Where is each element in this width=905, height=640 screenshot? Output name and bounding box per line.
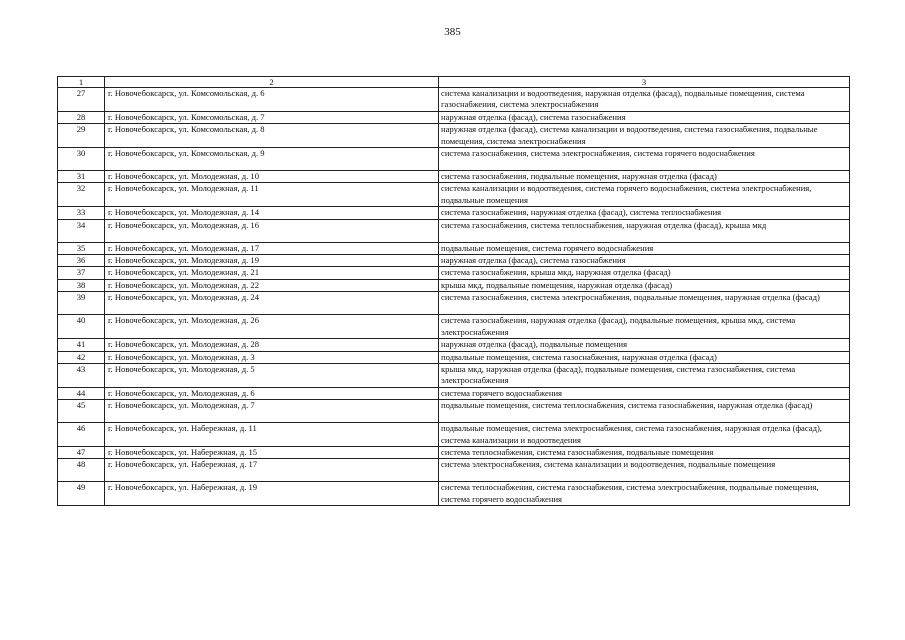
- row-systems: подвальные помещения, система теплоснабжения, система газоснабжения, наружная отделка (фасад): [439, 400, 850, 423]
- row-address: г. Новочебоксарск, ул. Молодежная, д. 21: [105, 267, 439, 279]
- table-row: [58, 315, 850, 339]
- row-systems: крыша мкд, наружная отделка (фасад), подвальные помещения, система газоснабжения, система электроснабжения: [439, 363, 850, 387]
- table-row: [58, 219, 850, 242]
- row-number: 43: [58, 363, 105, 387]
- row-number: 38: [58, 279, 105, 291]
- row-systems: система электроснабжения, система канализации и водоотведения, подвальные помещения: [439, 459, 850, 482]
- row-address: г. Новочебоксарск, ул. Комсомольская, д. 8: [105, 124, 439, 148]
- table-row: [58, 482, 850, 506]
- row-number: 42: [58, 351, 105, 363]
- row-number: 35: [58, 242, 105, 254]
- row-systems: подвальные помещения, система горячего водоснабжения: [439, 242, 850, 254]
- row-address: г. Новочебоксарск, ул. Набережная, д. 17: [105, 459, 439, 482]
- row-systems: наружная отделка (фасад), система газоснабжения: [439, 255, 850, 267]
- table-row: [58, 459, 850, 482]
- row-address: г. Новочебоксарск, ул. Молодежная, д. 26: [105, 315, 439, 339]
- row-address: г. Новочебоксарск, ул. Молодежная, д. 14: [105, 207, 439, 219]
- row-systems: система газоснабжения, система электроснабжения, система горячего водоснабжения: [439, 148, 850, 171]
- row-address: г. Новочебоксарск, ул. Набережная, д. 19: [105, 482, 439, 506]
- table-row: [58, 171, 850, 183]
- row-systems: наружная отделка (фасад), система канализации и водоотведения, система газоснабжения, подвальные помещения, система электроснабжения: [439, 124, 850, 148]
- row-systems: наружная отделка (фасад), система газоснабжения: [439, 111, 850, 123]
- table-row: [58, 183, 850, 207]
- row-number: 40: [58, 315, 105, 339]
- table-row: [58, 207, 850, 219]
- row-systems: система горячего водоснабжения: [439, 387, 850, 399]
- row-address: г. Новочебоксарск, ул. Молодежная, д. 24: [105, 292, 439, 315]
- row-systems: крыша мкд, подвальные помещения, наружная отделка (фасад): [439, 279, 850, 291]
- row-address: г. Новочебоксарск, ул. Комсомольская, д. 7: [105, 111, 439, 123]
- table-row: [58, 339, 850, 351]
- row-address: г. Новочебоксарск, ул. Молодежная, д. 17: [105, 242, 439, 254]
- row-systems: система теплоснабжения, система газоснабжения, система электроснабжения, подвальные помещения, система горячего водоснабжения: [439, 482, 850, 506]
- row-address: г. Новочебоксарск, ул. Молодежная, д. 6: [105, 387, 439, 399]
- row-number: 34: [58, 219, 105, 242]
- row-number: 44: [58, 387, 105, 399]
- row-systems: наружная отделка (фасад), подвальные помещения: [439, 339, 850, 351]
- table-row: [58, 255, 850, 267]
- page-number: 385: [444, 26, 461, 38]
- header-cell-1: 1: [58, 77, 105, 88]
- row-address: г. Новочебоксарск, ул. Молодежная, д. 22: [105, 279, 439, 291]
- row-systems: система газоснабжения, крыша мкд, наружная отделка (фасад): [439, 267, 850, 279]
- row-number: 48: [58, 459, 105, 482]
- row-number: 31: [58, 171, 105, 183]
- row-systems: система канализации и водоотведения, наружная отделка (фасад), подвальные помещения, система газоснабжения, система электроснабжения: [439, 88, 850, 112]
- table-row: [58, 242, 850, 254]
- row-systems: система газоснабжения, наружная отделка (фасад), подвальные помещения, крыша мкд, система электроснабжения: [439, 315, 850, 339]
- row-address: г. Новочебоксарск, ул. Молодежная, д. 7: [105, 400, 439, 423]
- row-systems: система газоснабжения, система теплоснабжения, наружная отделка (фасад), крыша мкд: [439, 219, 850, 242]
- row-systems: система газоснабжения, подвальные помещения, наружная отделка (фасад): [439, 171, 850, 183]
- table-row: [58, 446, 850, 458]
- row-address: г. Новочебоксарск, ул. Молодежная, д. 3: [105, 351, 439, 363]
- row-address: г. Новочебоксарск, ул. Молодежная, д. 28: [105, 339, 439, 351]
- row-systems: система канализации и водоотведения, система горячего водоснабжения, система электроснабжения, подвальные помещения: [439, 183, 850, 207]
- row-address: г. Новочебоксарск, ул. Молодежная, д. 11: [105, 183, 439, 207]
- table-row: [58, 351, 850, 363]
- row-number: 33: [58, 207, 105, 219]
- row-number: 39: [58, 292, 105, 315]
- row-number: 46: [58, 423, 105, 447]
- row-address: г. Новочебоксарск, ул. Набережная, д. 11: [105, 423, 439, 447]
- table-row: [58, 423, 850, 447]
- header-cell-3: 3: [439, 77, 850, 88]
- table-row: [58, 148, 850, 171]
- row-number: 29: [58, 124, 105, 148]
- row-number: 32: [58, 183, 105, 207]
- table-row: [58, 400, 850, 423]
- header-cell-2: 2: [105, 77, 439, 88]
- row-address: г. Новочебоксарск, ул. Комсомольская, д. 6: [105, 88, 439, 112]
- row-systems: система газоснабжения, система электроснабжения, подвальные помещения, наружная отделка (фасад): [439, 292, 850, 315]
- row-address: г. Новочебоксарск, ул. Набережная, д. 15: [105, 446, 439, 458]
- objects-table: [57, 76, 850, 506]
- table-row: [58, 387, 850, 399]
- table-row: [58, 363, 850, 387]
- table-row: [58, 111, 850, 123]
- row-systems: подвальные помещения, система газоснабжения, наружная отделка (фасад): [439, 351, 850, 363]
- row-address: г. Новочебоксарск, ул. Комсомольская, д. 9: [105, 148, 439, 171]
- row-number: 37: [58, 267, 105, 279]
- row-number: 41: [58, 339, 105, 351]
- row-number: 27: [58, 88, 105, 112]
- row-number: 49: [58, 482, 105, 506]
- row-address: г. Новочебоксарск, ул. Молодежная, д. 16: [105, 219, 439, 242]
- table-row: [58, 292, 850, 315]
- table-body: [58, 88, 850, 506]
- table-row: [58, 88, 850, 112]
- row-systems: система газоснабжения, наружная отделка (фасад), система теплоснабжения: [439, 207, 850, 219]
- row-number: 36: [58, 255, 105, 267]
- table-header: [58, 77, 850, 88]
- row-number: 28: [58, 111, 105, 123]
- table-row: [58, 124, 850, 148]
- table-row: [58, 279, 850, 291]
- row-systems: система теплоснабжения, система газоснабжения, подвальные помещения: [439, 446, 850, 458]
- row-systems: подвальные помещения, система электроснабжения, система газоснабжения, наружная отделка (фасад), система канализации и водоотведения: [439, 423, 850, 447]
- row-address: г. Новочебоксарск, ул. Молодежная, д. 10: [105, 171, 439, 183]
- row-number: 45: [58, 400, 105, 423]
- row-address: г. Новочебоксарск, ул. Молодежная, д. 5: [105, 363, 439, 387]
- table-row: [58, 267, 850, 279]
- row-number: 30: [58, 148, 105, 171]
- row-address: г. Новочебоксарск, ул. Молодежная, д. 19: [105, 255, 439, 267]
- row-number: 47: [58, 446, 105, 458]
